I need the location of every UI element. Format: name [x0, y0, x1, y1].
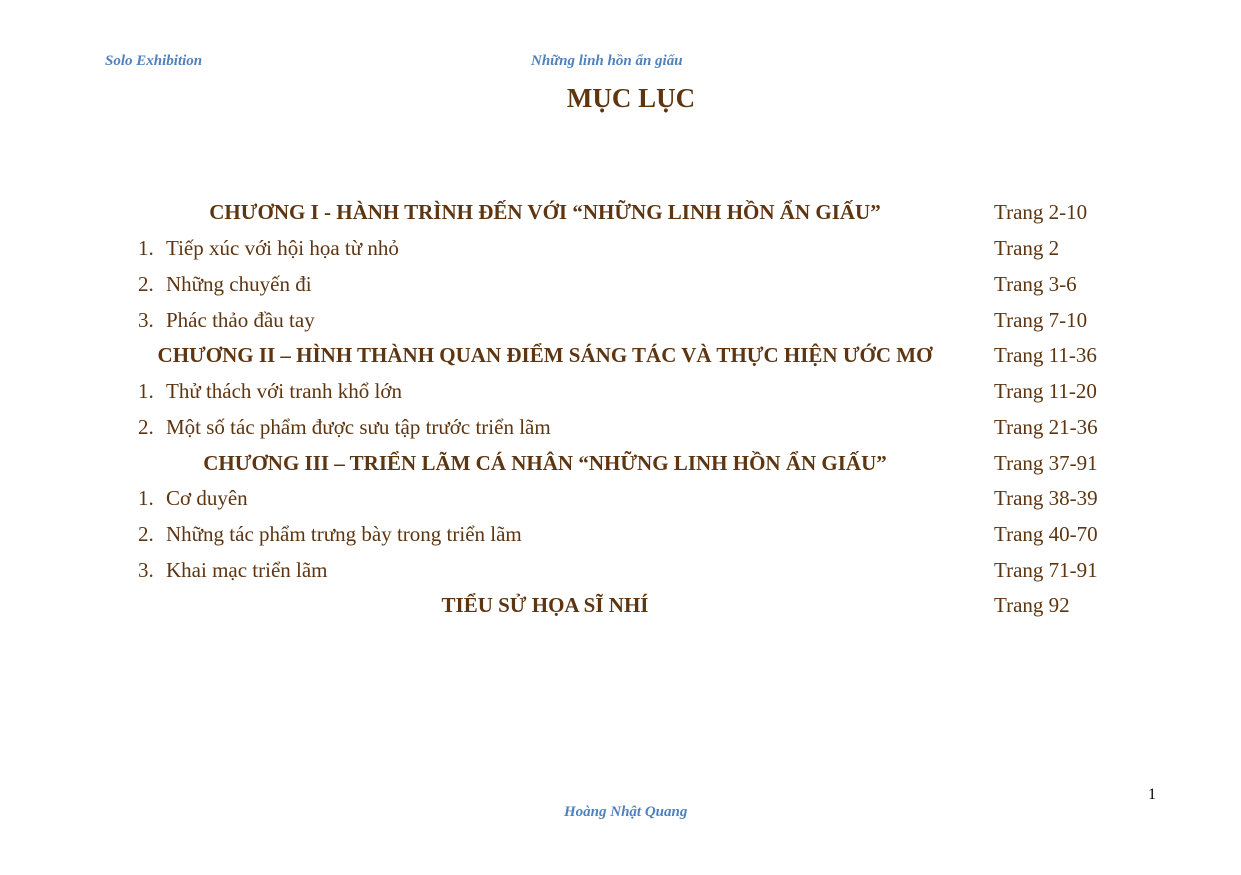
toc-item[interactable]: [0, 379, 1241, 415]
toc-pages: Trang 2: [994, 236, 1060, 260]
toc-chapter-2[interactable]: [0, 343, 1241, 379]
toc-item[interactable]: [0, 272, 1241, 308]
toc-label: Những chuyến đi: [166, 272, 312, 296]
toc-item[interactable]: [0, 308, 1241, 344]
header-center-text: Những linh hồn ẩn giấu: [531, 53, 683, 69]
toc-number: 1.: [138, 236, 154, 260]
toc-label: Khai mạc triển lãm: [166, 558, 328, 582]
toc-number: 1.: [138, 486, 154, 510]
toc-label: TIỂU SỬ HỌA SĨ NHÍ: [441, 593, 649, 617]
toc-pages: Trang 11-20: [994, 379, 1097, 403]
toc-item[interactable]: [0, 236, 1241, 272]
toc-pages: Trang 37-91: [994, 451, 1098, 475]
toc-pages: Trang 2-10: [994, 200, 1088, 224]
toc-number: 2.: [138, 522, 154, 546]
toc-pages: Trang 7-10: [994, 308, 1088, 332]
toc-pages: Trang 71-91: [994, 558, 1098, 582]
toc-label: Phác thảo đầu tay: [166, 308, 315, 332]
toc-chapter-3[interactable]: [0, 451, 1241, 487]
toc-pages: Trang 3-6: [994, 272, 1077, 296]
page-title: MỤC LỤC: [566, 83, 696, 113]
toc-number: 2.: [138, 415, 154, 439]
toc-item[interactable]: [0, 415, 1241, 451]
toc-label: CHƯƠNG I - HÀNH TRÌNH ĐẾN VỚI “NHỮNG LINH HỒN ẨN GIẤU”: [209, 200, 881, 224]
toc-pages: Trang 11-36: [994, 343, 1097, 367]
toc-pages: Trang 38-39: [994, 486, 1098, 510]
toc-number: 1.: [138, 379, 154, 403]
toc-label: Một số tác phẩm được sưu tập trước triển lãm: [166, 415, 551, 439]
toc-label: Cơ duyên: [166, 486, 248, 510]
toc-pages: Trang 21-36: [994, 415, 1098, 439]
toc-item[interactable]: [0, 558, 1241, 594]
toc-item[interactable]: [0, 522, 1241, 558]
footer-author: Hoàng Nhật Quang: [564, 804, 688, 820]
toc-number: 3.: [138, 558, 154, 582]
toc-item[interactable]: [0, 486, 1241, 522]
toc-number: 2.: [138, 272, 154, 296]
toc-label: Những tác phẩm trưng bày trong triển lãm: [166, 522, 522, 546]
toc-pages: Trang 40-70: [994, 522, 1098, 546]
toc-label: CHƯƠNG III – TRIỂN LÃM CÁ NHÂN “NHỮNG LINH HỒN ẨN GIẤU”: [203, 451, 887, 475]
toc-biography[interactable]: [0, 593, 1241, 629]
toc-chapter-1[interactable]: [0, 200, 1241, 236]
toc-number: 3.: [138, 308, 154, 332]
page-number: 1: [1148, 786, 1156, 803]
toc-label: Tiếp xúc với hội họa từ nhỏ: [166, 236, 399, 260]
header-left-text: Solo Exhibition: [105, 53, 203, 69]
toc-label: Thử thách với tranh khổ lớn: [166, 379, 402, 403]
toc-label: CHƯƠNG II – HÌNH THÀNH QUAN ĐIỂM SÁNG TÁC VÀ THỰC HIỆN ƯỚC MƠ: [157, 343, 933, 367]
toc-pages: Trang 92: [994, 593, 1070, 617]
